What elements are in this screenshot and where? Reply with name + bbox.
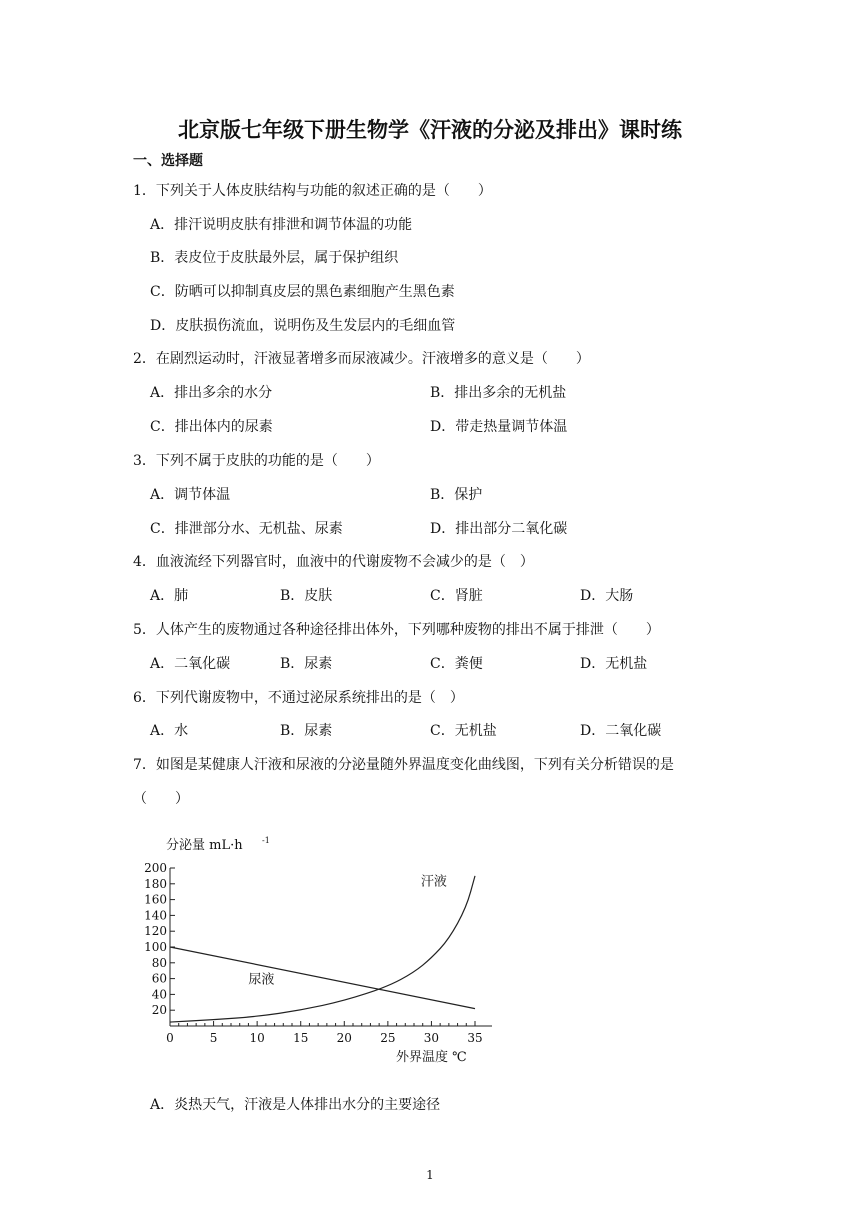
q7-option-a: A．炎热天气，汗液是人体排出水分的主要途径 [150,1097,441,1113]
series-line-urine [170,947,475,1009]
y-tick-label: 80 [151,955,167,970]
question-3-stem: 3．下列不属于皮肤的功能的是（ ） [133,453,380,469]
q1-option-d: D．皮肤损伤流血，说明伤及生发层内的毛细血管 [150,318,456,334]
q4-option-d: D．大肠 [580,588,634,604]
x-tick-label: 5 [209,1031,218,1045]
q1-option-a: A．排汗说明皮肤有排泄和调节体温的功能 [150,217,413,233]
y-tick-label: 200 [144,861,167,875]
x-tick-label: 25 [380,1031,396,1045]
q5-option-a: A．二氧化碳 [150,656,231,672]
x-tick-label: 0 [166,1031,174,1045]
question-5-stem: 5．人体产生的废物通过各种途径排出体外，下列哪种废物的排出不属于排泄（ ） [133,622,660,638]
q5-option-d: D．无机盐 [580,656,648,672]
y-tick-label: 40 [151,987,167,1002]
chart-x-ticks [166,1021,482,1045]
x-tick-label: 15 [293,1031,309,1045]
q6-option-c: C．无机盐 [430,723,497,739]
q3-option-c: C．排泄部分水、无机盐、尿素 [150,521,343,537]
q5-option-c: C．粪便 [430,656,483,672]
y-tick-label: 120 [144,924,167,939]
question-7-stem: 7．如图是某健康人汗液和尿液的分泌量随外界温度变化曲线图，下列有关分析错误的是 [133,757,674,773]
chart-ylabel-superscript: -1 [262,836,270,845]
q6-option-d: D．二氧化碳 [580,723,662,739]
q2-option-b: B．排出多余的无机盐 [430,385,567,401]
q3-option-d: D．排出部分二氧化碳 [430,521,568,537]
x-tick-label: 35 [467,1031,483,1045]
y-tick-label: 20 [151,1003,167,1018]
q5-option-b: B．尿素 [280,656,333,672]
series-label-urine: 尿液 [248,972,275,988]
q2-option-a: A．排出多余的水分 [150,385,273,401]
secretion-chart [138,828,508,1068]
question-6-stem: 6．下列代谢废物中，不通过泌尿系统排出的是（ ） [133,690,464,706]
series-line-sweat [170,876,475,1022]
q6-option-b: B．尿素 [280,723,333,739]
q3-option-a: A．调节体温 [150,487,231,503]
y-tick-label: 60 [151,971,167,986]
q2-option-d: D．带走热量调节体温 [430,419,568,435]
q1-option-b: B．表皮位于皮肤最外层，属于保护组织 [150,250,399,266]
x-tick-label: 20 [336,1031,352,1045]
chart-ylabel: 分泌量 mL·h [166,838,243,853]
page-number: 1 [426,1168,434,1182]
x-tick-label: 30 [423,1031,440,1045]
q3-option-b: B．保护 [430,487,483,503]
chart-series [170,873,475,1022]
q4-option-a: A．肺 [150,588,189,604]
y-tick-label: 140 [144,908,167,923]
y-tick-label: 180 [144,876,167,891]
document-title: 北京版七年级下册生物学《汗液的分泌及排出》课时练 [178,118,682,142]
question-1-stem: 1．下列关于人体皮肤结构与功能的叙述正确的是（ ） [133,183,492,199]
q6-option-a: A．水 [150,723,189,739]
series-label-sweat: 汗液 [420,874,447,890]
q4-option-b: B．皮肤 [280,588,333,604]
q2-option-c: C．排出体内的尿素 [150,419,273,435]
question-7-answer-blank: （ ） [133,791,189,807]
section-heading: 一、选择题 [133,153,203,169]
chart-xlabel: 外界温度 ℃ [396,1050,467,1065]
y-tick-label: 160 [144,892,167,907]
q1-option-c: C．防晒可以抑制真皮层的黑色素细胞产生黑色素 [150,284,455,300]
y-tick-label: 100 [144,940,167,954]
question-4-stem: 4．血液流经下列器官时，血液中的代谢废物不会减少的是（ ） [133,554,534,570]
x-tick-label: 10 [249,1031,265,1045]
question-2-stem: 2．在剧烈运动时，汗液显著增多而尿液减少。汗液增多的意义是（ ） [133,351,590,367]
q4-option-c: C．肾脏 [430,588,483,604]
